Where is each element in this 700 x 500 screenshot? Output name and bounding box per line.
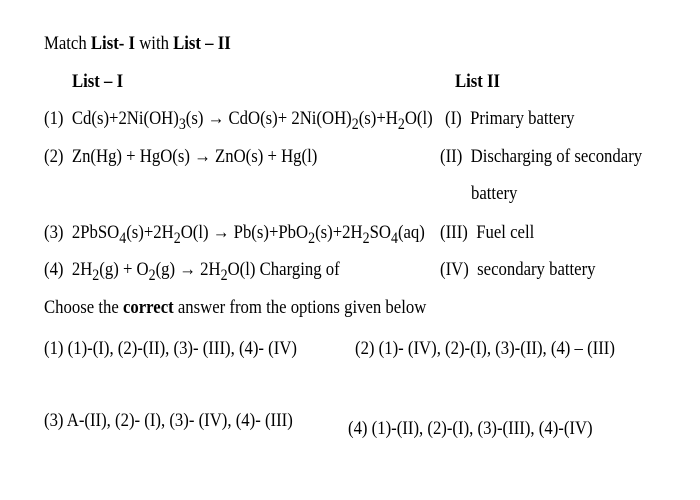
- list2-header: List II: [455, 71, 501, 92]
- list1-item-number: (2): [44, 146, 64, 167]
- instruction: [44, 296, 426, 320]
- list2-item-1: [445, 107, 575, 131]
- list1-item-1: [44, 107, 433, 137]
- list1-item-equation: $Cd(s)+2Ni(OH)_3(s) \to CdO(s)+ 2Ni(OH)_2(s)+H_2O(l)$: [71, 108, 433, 133]
- option-2[interactable]: (2) (1)- (IV), (2)-(I), (3)-(II), (4) – (III): [355, 338, 615, 359]
- instruction-correct: correct: [122, 297, 174, 318]
- list2-item-text: Fuel cell: [476, 222, 535, 243]
- list2-item-number: (III): [440, 222, 468, 243]
- list2-item-number: (II): [440, 146, 463, 167]
- list2-item-text: battery: [471, 183, 518, 204]
- list2-item-2: [440, 145, 642, 169]
- list2-item-4: [440, 258, 596, 282]
- list2-item-number: (I): [445, 108, 462, 129]
- option-3[interactable]: (3) A-(II), (2)- (I), (3)- (IV), (4)- (III): [44, 410, 293, 431]
- prompt-with: with: [135, 33, 174, 54]
- prompt-list2: List – II: [173, 33, 231, 54]
- option-4[interactable]: (4) (1)-(II), (2)-(I), (3)-(III), (4)-(IV): [348, 418, 593, 439]
- list1-item-number: (3): [44, 222, 64, 243]
- question-prompt: [44, 32, 231, 56]
- option-1[interactable]: (1) (1)-(I), (2)-(II), (3)- (III), (4)- (IV): [44, 338, 297, 359]
- list2-item-2-continued: [471, 182, 517, 206]
- list1-item-4: [44, 258, 340, 288]
- list2-item-number: (IV): [440, 259, 469, 280]
- list2-item-text: Discharging of secondary: [470, 146, 643, 167]
- prompt-match: Match: [44, 33, 91, 54]
- list1-item-2: [44, 145, 317, 169]
- list1-item-equation: Zn(Hg) + HgO(s) → ZnO(s) + Hg(l): [71, 146, 318, 167]
- list2-item-text: Primary battery: [470, 108, 575, 129]
- list1-item-equation: $2H_2(g) + O_2(g) \to 2H_2O(l)$ Charging of: [71, 259, 340, 284]
- list1-item-3: [44, 221, 425, 251]
- list2-item-3: [440, 221, 534, 245]
- list1-item-equation: $2PbSO_4(s)+2H_2O(l) \to Pb(s)+PbO_2(s)+2H_2SO_4(aq)$: [71, 222, 425, 247]
- list1-item-number: (4): [44, 259, 64, 280]
- list1-header: List – I: [72, 71, 124, 92]
- instruction-start: Choose the: [44, 297, 123, 318]
- instruction-end: answer from the options given below: [173, 297, 427, 318]
- list2-item-text: secondary battery: [477, 259, 596, 280]
- list1-item-number: (1): [44, 108, 64, 129]
- prompt-list1: List- I: [90, 33, 136, 54]
